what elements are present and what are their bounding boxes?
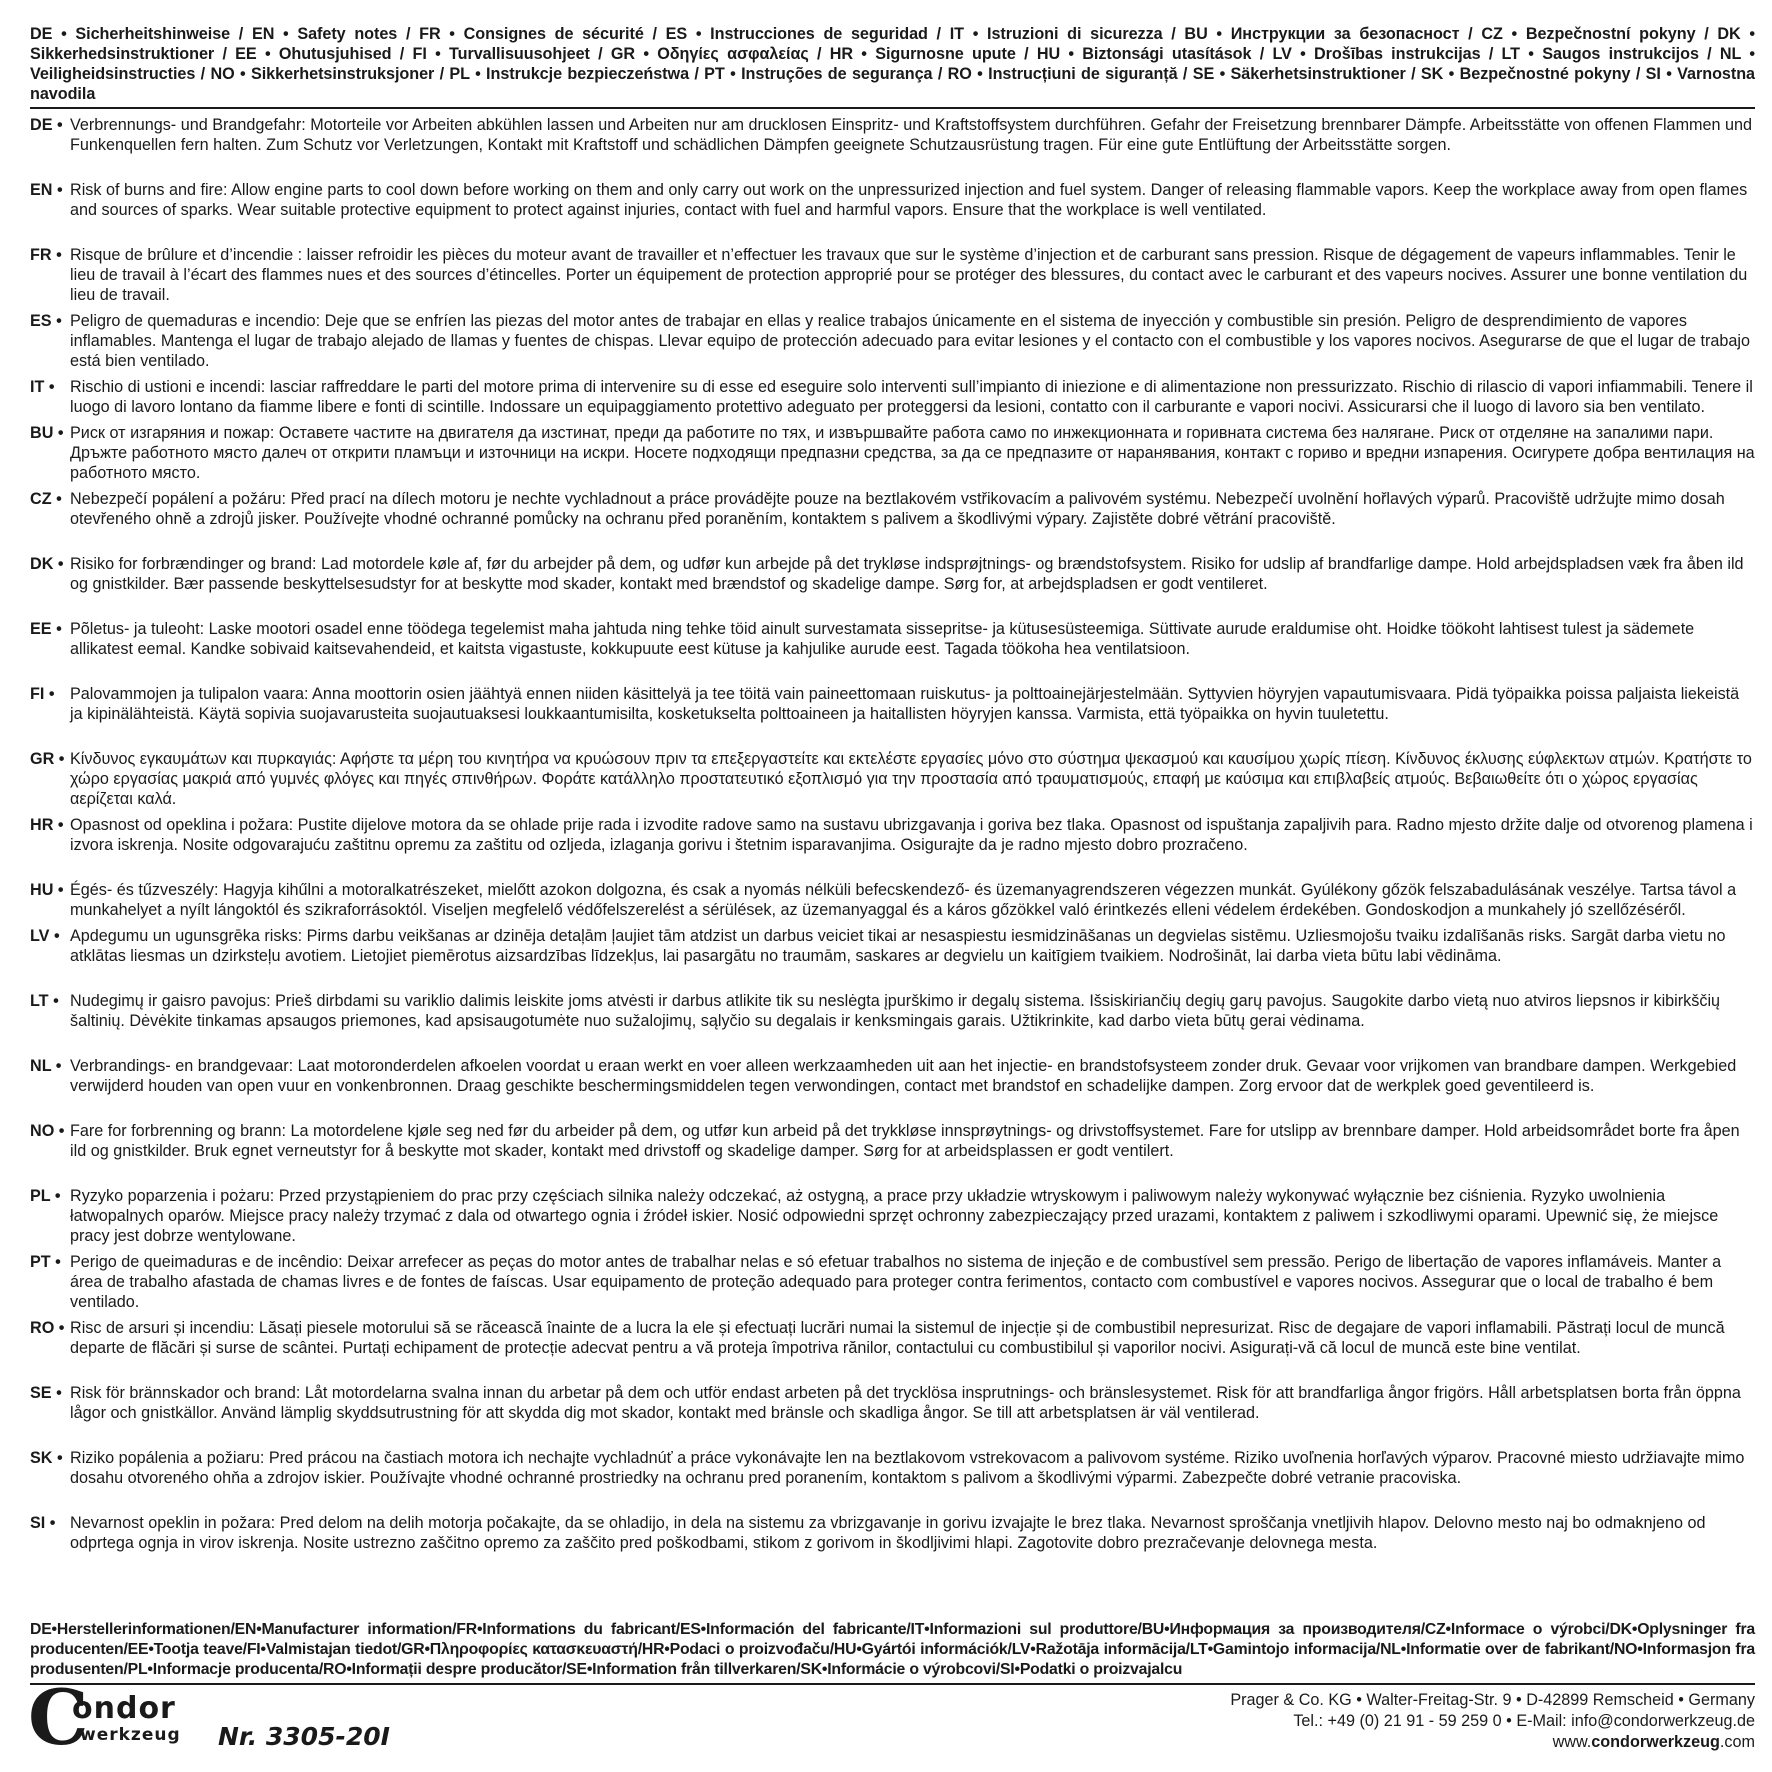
- safety-note: [30, 554, 1755, 594]
- language-code: DK •: [30, 555, 64, 573]
- language-code: DE •: [30, 116, 63, 134]
- safety-note-text: Nudegimų ir gaisro pavojus: Prieš dirbdami su variklio dalimis leiskite joms atvėsti ir darbus atlikite tik su neslėgta įpurškimo ir degalų sistema. Išsiskiriančių degių garų pavojus. Saugokite darbo vietą nuo atviros liepsnos ir kibirkščių šaltinių. Dėvėkite tinkamas apsaugos priemones, kad apsisaugotumėte nuo sužalojimų, sąlyčio su degalais ir kenksmingais garais. Užtikrinkite, kad darbo vieta būtų gerai vėdinama.: [70, 992, 1721, 1030]
- safety-note: [30, 1318, 1755, 1358]
- website-domain: condorwerkzeug: [1591, 1733, 1720, 1751]
- language-code: NL •: [30, 1057, 62, 1075]
- logo-name: ondor: [72, 1691, 176, 1726]
- safety-note: [30, 880, 1755, 920]
- language-code: EN •: [30, 181, 63, 199]
- language-code: FR •: [30, 246, 62, 264]
- safety-note-text: Verbrennungs- und Brandgefahr: Motorteile vor Arbeiten abkühlen lassen und Arbeiten nur am drucklosen Einspritz- und Kraftstoffsystem durchführen. Gefahr der Freisetzung brennbarer Dämpfe. Arbeitsstätte von offenen Flammen und Funkenquellen fern halten. Zum Schutz vor Verletzungen, Kontakt mit Kraftstoff und schädlichen Dämpfen geeignete Schutzausrüstung tragen. Für eine gute Entlüftung der Arbeitsstätte sorgen.: [70, 116, 1753, 154]
- safety-note: [30, 1121, 1755, 1161]
- safety-note: [30, 311, 1755, 371]
- safety-note-text: Nebezpečí popálení a požáru: Před prací na dílech motoru je nechte vychladnout a práce provádějte pouze na beztlakovém vstřikovacím a palivovém systému. Nebezpečí uvolnění hořlavých výparů. Pracoviště udržujte mimo dosah otevřeného ohně a zdrojů jisker. Používejte vhodné ochranné pomůcky na ochranu před poraněním, kontaktem s palivem a škodlivými výpary. Zajistěte dobré větrání pracoviště.: [70, 490, 1725, 528]
- language-code: SK •: [30, 1449, 63, 1467]
- document-page: [30, 24, 1755, 1559]
- condor-logo: [28, 1673, 210, 1762]
- language-code: HR •: [30, 816, 64, 834]
- safety-note-text: Risc de arsuri și incendiu: Lăsați piesele motorului să se răcească înainte de a lucra la ele și efectuați lucrări numai la sistemul de injecție și de combustibil nepresurizat. Risc de degajare de vapori inflamabili. Păstrați locul de muncă departe de flăcări și surse de scântei. Purtați echipament de protecție adecvat pentru a vă proteja împotriva rănilor, contactului cu combustibilul și vaporilor nocivi. Asigurați-vă că locul de muncă este bine ventilat.: [70, 1319, 1725, 1357]
- address-line: Prager & Co. KG • Walter-Freitag-Str. 9 • D-42899 Remscheid • Germany: [1230, 1691, 1755, 1709]
- safety-note: [30, 991, 1755, 1031]
- safety-note: [30, 1056, 1755, 1096]
- language-code: GR •: [30, 750, 65, 768]
- safety-note-text: Riziko popálenia a požiaru: Pred prácou na častiach motora ich nechajte vychladnúť a práce vykonávajte len na beztlakovom vstrekovacom a palivovom systéme. Riziko uvoľnenia horľavých výparov. Pracovné miesto udržiavajte mimo dosahu otvoreného ohňa a zdrojov iskier. Používajte vhodné ochranné prostriedky na ochranu pred poranením, kontaktom s palivom a škodlivými výparmi. Zabezpečte dobré vetranie pracoviska.: [70, 1449, 1745, 1487]
- safety-note: [30, 1448, 1755, 1488]
- logo-subtitle: werkzeug: [80, 1725, 181, 1745]
- safety-note-text: Ryzyko poparzenia i pożaru: Przed przystąpieniem do prac przy częściach silnika należy odczekać, aż ostygną, a prace przy układzie wtryskowym i paliwowym należy wykonywać wyłącznie bez ciśnienia. Ryzyko uwolnienia łatwopalnych oparów. Miejsce pracy należy trzymać z dala od otwartego ognia i źródeł iskier. Nosić odpowiedni sprzęt ochronny zabezpieczający przed urazami, kontaktem z paliwem i szkodliwymi oparami. Upewnić się, że miejsce pracy jest dobrze wentylowane.: [70, 1187, 1719, 1245]
- safety-note-text: Palovammojen ja tulipalon vaara: Anna moottorin osien jäähtyä ennen niiden käsittelyä ja tee töitä vain paineettomaan ruiskutus- ja polttoainejärjestelmään. Syttyvien höyryjen vapautumisvaara. Pidä työpaikka poissa paljaista liekeistä ja kipinälähteistä. Käytä sopivia suojavarusteita suojautuaksesi loukkaantumisilta, kosketukselta polttoaineen ja haitallisten höyryjen kanssa. Varmista, että työpaikka on hyvin tuuletettu.: [70, 685, 1740, 723]
- language-code: PL •: [30, 1187, 61, 1205]
- safety-notes-list: [30, 115, 1755, 1553]
- language-code: SI •: [30, 1514, 56, 1532]
- safety-note-text: Perigo de queimaduras e de incêndio: Deixar arrefecer as peças do motor antes de trabalhar nelas e só efetuar trabalhos no sistema de injeção e de combustível sem pressão. Perigo de libertação de vapores inflamáveis. Manter a área de trabalho afastada de chamas livres e de fontes de faíscas. Usar equipamento de proteção adequado para proteger contra ferimentos, contacto com combustível e vapores nocivos. Assegurar que o local de trabalho é bem ventilado.: [70, 1253, 1722, 1311]
- language-code: PT •: [30, 1253, 61, 1271]
- language-code: FI •: [30, 685, 55, 703]
- safety-note: [30, 1186, 1755, 1246]
- safety-note-text: Opasnost od opeklina i požara: Pustite dijelove motora da se ohlade prije rada i izvodite radove samo na sustavu ubrizgavanja i goriva bez tlaka. Opasnost od ispuštanja zapaljivih para. Radno mjesto držite dalje od otvorenog plamena i izvora iskrenja. Nosite odgovarajuću zaštitnu opremu za zaštitu od ozljeda, izlaganja gorivu i štetnim isparavanjima. Osigurajte da je radno mjesto dobro prozračeno.: [70, 816, 1753, 854]
- safety-note-text: Risque de brûlure et d’incendie : laisser refroidir les pièces du moteur avant de travailler et n’effectuer les travaux que sur le système d’injection et de carburant sans pression. Risque de dégagement de vapeurs inflammables. Tenir le lieu de travail à l’écart des flammes nues et des sources d’étincelles. Porter un équipement de protection approprié pour se protéger des blessures, du contact avec le carburant et des vapeurs nocives. Assurer une bonne ventilation du lieu de travail.: [70, 246, 1748, 304]
- language-code: ES •: [30, 312, 62, 330]
- contact-line: Tel.: +49 (0) 21 91 - 59 259 0 • E-Mail: info@condorwerkzeug.de: [1293, 1712, 1755, 1730]
- safety-note: [30, 1252, 1755, 1312]
- website-prefix: www.: [1552, 1733, 1592, 1751]
- language-code: SE •: [30, 1384, 62, 1402]
- safety-note-text: Κίνδυνος εγκαυμάτων και πυρκαγιάς: Αφήστε τα μέρη του κινητήρα να κρυώσουν πριν τα επεξεργαστείτε και εκτελέστε εργασίες μόνο στο σύστημα ψεκασμού και καυσίμου χωρίς πίεση. Κίνδυνος έκλυσης εύφλεκτων ατμών. Κρατήστε το χώρο εργασίας μακριά από γυμνές φλόγες και πηγές σπινθήρων. Φοράτε κατάλληλο προστατευτικό εξοπλισμό για την προστασία από τραυματισμούς, επαφή με καύσιμα και επιβλαβείς ατμούς. Βεβαιωθείτε ότι ο χώρος εργασίας αερίζεται καλά.: [70, 750, 1752, 808]
- footer: [28, 1673, 1755, 1762]
- website: [1230, 1732, 1755, 1753]
- safety-note: [30, 619, 1755, 659]
- language-code: BU •: [30, 424, 64, 442]
- safety-note-text: Nevarnost opeklin in požara: Pred delom na delih motorja počakajte, da se ohladijo, in dela na sistemu za vbrizgavanje in gorivu izvajajte le brez tlaka. Nevarnost sproščanja vnetljivih hlapov. Delovno mesto naj bo odmaknjeno od odprtega ognja in virov iskrenja. Nosite ustrezno zaščitno opremo za zaščito pred poškodbami, stikom z gorivom in škodljivimi hlapi. Zagotovite dobro prezračevanje delovnega mesta.: [70, 1514, 1706, 1552]
- manufacturer-info-header: DE•Herstellerinformationen/EN•Manufacturer information/FR•Informations du fabricant/ES•Información del fabricante/IT•Informazioni sul produttore/BU•Информация за производителя/CZ•Informace o výrobci/DK•Oplysninger fra producenten/EE•Tootja teave/FI•Valmistajan tiedot/GR•Πληροφορίες κατασκευαστή/HR•Podaci o proizvođaču/HU•Gyártói információk/LV•Ražotāja informācija/LT•Gamintojo informacija/NL•Informatie over de fabrikant/NO•Informasjon fra produsenten/PL•Informacje producenta/RO•Informații despre producător/SE•Information från tillverkaren/SK•Informácie o výrobcovi/SI•Podatki o proizvajalcu: [30, 1620, 1755, 1685]
- safety-notes-header: DE • Sicherheitshinweise / EN • Safety notes / FR • Consignes de sécurité / ES • Instrucciones de seguridad / IT • Istruzioni di sicurezza / BU • Инструкции за безопасност / CZ • Bezpečnostní pokyny / DK • Sikkerhedsinstruktioner / EE • Ohutusjuhised / FI • Turvallisuusohjeet / GR • Οδηγίες ασφαλείας / HR • Sigurnosne upute / HU • Biztonsági utasítások / LV • Drošības instrukcijas / LT • Saugos instrukcijos / NL • Veiligheidsinstructies / NO • Sikkerhetsinstruksjoner / PL • Instrukcje bezpieczeństwa / PT • Instruções de segurança / RO • Instrucțiuni de siguranță / SE • Säkerhetsinstruktioner / SK • Bezpečnostné pokyny / SI • Varnostna navodila: [30, 24, 1755, 109]
- language-code: NO •: [30, 1122, 65, 1140]
- safety-note-text: Peligro de quemaduras e incendio: Deje que se enfríen las piezas del motor antes de trabajar en ellas y realice trabajos únicamente en el sistema de inyección y combustible sin presión. Peligro de desprendimiento de vapores inflamables. Mantenga el lugar de trabajo alejado de llamas y fuentes de chispas. Llevar equipo de protección adecuado para evitar lesiones y el contacto con el combustible y los vapores nocivos. Asegurarse de que el lugar de trabajo está bien ventilado.: [70, 312, 1751, 370]
- item-number: Nr. 3305-20I: [218, 1722, 390, 1751]
- safety-note: [30, 115, 1755, 155]
- safety-note: [30, 815, 1755, 855]
- safety-note: [30, 180, 1755, 220]
- manufacturer-address: [1230, 1690, 1755, 1753]
- language-code: EE •: [30, 620, 62, 638]
- safety-note-text: Риск от изгаряния и пожар: Оставете частите на двигателя да изстинат, преди да работите по тях, и извършвайте работа само по инжекционната и горивната система без налягане. Риск от отделяне на запалими пари. Дръжте работното място далеч от открити пламъци и източници на искри. Носете подходящи предпазни средства, за да се предпазите от наранявания, контакт с гориво и вредни изпарения. Осигурете добра вентилация на работното място.: [70, 424, 1755, 482]
- safety-note: [30, 926, 1755, 966]
- safety-note: [30, 684, 1755, 724]
- safety-note: [30, 749, 1755, 809]
- safety-note-text: Risk of burns and fire: Allow engine parts to cool down before working on them and only carry out work on the unpressurized injection and fuel system. Danger of releasing flammable vapors. Keep the workplace away from open flames and sources of sparks. Wear suitable protective equipment to protect against injuries, contact with fuel and harmful vapors. Ensure that the workplace is well ventilated.: [70, 181, 1748, 219]
- language-code: CZ •: [30, 490, 62, 508]
- safety-note: [30, 1513, 1755, 1553]
- language-code: LT •: [30, 992, 59, 1010]
- safety-note-text: Verbrandings- en brandgevaar: Laat motoronderdelen afkoelen voordat u eraan werkt en voer alleen werkzaamheden uit aan het injectie- en brandstofsysteem zonder druk. Gevaar voor vrijkomen van brandbare dampen. Werkgebied verwijderd houden van open vuur en vonkenbronnen. Draag geschikte beschermingsmiddelen tegen verwondingen, contact met brandstof en schadelijke dampen. Zorg ervoor dat de werkplek goed geventileerd is.: [70, 1057, 1737, 1095]
- safety-note: [30, 1383, 1755, 1423]
- safety-note-text: Rischio di ustioni e incendi: lasciar raffreddare le parti del motore prima di intervenire su di esse ed eseguire solo interventi sull’impianto di iniezione e di alimentazione non pressurizzato. Rischio di rilascio di vapori infiammabili. Tenere il luogo di lavoro lontano da fiamme libere e fonti di scintille. Indossare un equipaggiamento protettivo adeguato per proteggersi da lesioni, contatto con il carburante e vapori nocivi. Assicurarsi che il luogo di lavoro sia ben ventilato.: [70, 378, 1753, 416]
- safety-note-text: Égés- és tűzveszély: Hagyja kihűlni a motoralkatrészeket, mielőtt azokon dolgozna, és csak a nyomás nélküli befecskendező- és üzemanyagrendszeren végezzen munkát. Gyúlékony gőzök felszabadulásának veszélye. Tartsa távol a munkahelyet a nyílt lángoktól és szikraforrásoktól. Viseljen megfelelő védőfelszerelést a sérülések, az üzemanyaggal és a káros gőzökkel való érintkezés elleni védelem érdekében. Gondoskodjon a munkahely jó szellőzéséről.: [70, 881, 1737, 919]
- safety-note-text: Fare for forbrenning og brann: La motordelene kjøle seg ned før du arbeider på dem, og utfør kun arbeid på det trykkløse innsprøytnings- og drivstoffsystemet. Fare for utslipp av brennbare damper. Hold arbeidsområdet borte fra åpen ild og gnistkilder. Bruk egnet verneutstyr for å beskytte mot skader, kontakt med drivstoff og skadelige damper. Sørg for at arbeidsplassen er godt ventilert.: [70, 1122, 1740, 1160]
- safety-note-text: Risiko for forbrændinger og brand: Lad motordele køle af, før du arbejder på dem, og udfør kun arbejde på det trykløse indsprøjtnings- og brændstofsystem. Risiko for udslip af brandfarlige dampe. Hold arbejdspladsen væk fra åben ild og gnistkilder. Bær passende beskyttelsesudstyr for at beskytte mod skader, kontakt med brændstof og skadelige dampe. Sørg for, at arbejdspladsen er godt ventileret.: [70, 555, 1744, 593]
- language-code: RO •: [30, 1319, 65, 1337]
- safety-note-text: Põletus- ja tuleoht: Laske mootori osadel enne töödega tegelemist maha jahtuda ning tehke töid ainult survestamata sissepritse- ja kütusesüsteemiga. Süttivate aurude eraldumise oht. Hoidke töökoht lahtisest tulest ja sädemete allikatest eemal. Kandke sobivaid kaitsevahendeid, et kaitsta vigastuste, kokkupuute eest kütuse ja kahjulike aurude eest. Tagada töökoha hea ventilatsioon.: [70, 620, 1695, 658]
- logo-initial: C: [28, 1673, 89, 1762]
- language-code: LV •: [30, 927, 60, 945]
- safety-note: [30, 489, 1755, 529]
- website-suffix: .com: [1719, 1733, 1755, 1751]
- safety-note-text: Risk för brännskador och brand: Låt motordelarna svalna innan du arbetar på dem och utför endast arbeten på det trycklösa insprutnings- och bränslesystemet. Risk för att brandfarliga ångor frigörs. Håll arbetsplatsen borta från öppna lågor och gnistkällor. Använd lämplig skyddsutrustning för att skydda dig mot skador, kontakt med bränsle och skadliga ångor. Se till att arbetsplatsen är väl ventilerad.: [70, 1384, 1741, 1422]
- language-code: HU •: [30, 881, 64, 899]
- language-code: IT •: [30, 378, 55, 396]
- safety-note: [30, 377, 1755, 417]
- safety-note: [30, 423, 1755, 483]
- safety-note: [30, 245, 1755, 305]
- safety-note-text: Apdegumu un ugunsgrēka risks: Pirms darbu veikšanas ar dzinēja detaļām ļaujiet tām atdzist un darbus veiciet tikai ar nesaspiestu iesmidzināšanas un degvielas sistēmu. Uzliesmojošu tvaiku izdalīšanās risks. Sargāt darba vietu no atklātas liesmas un dzirksteļu avotiem. Lietojiet piemērotus aizsardzības līdzekļus, lai pasargātu no traumām, saskares ar degvielu un kaitīgiem tvaikiem. Nodrošināt, lai darba vieta būtu labi vēdināma.: [70, 927, 1726, 965]
